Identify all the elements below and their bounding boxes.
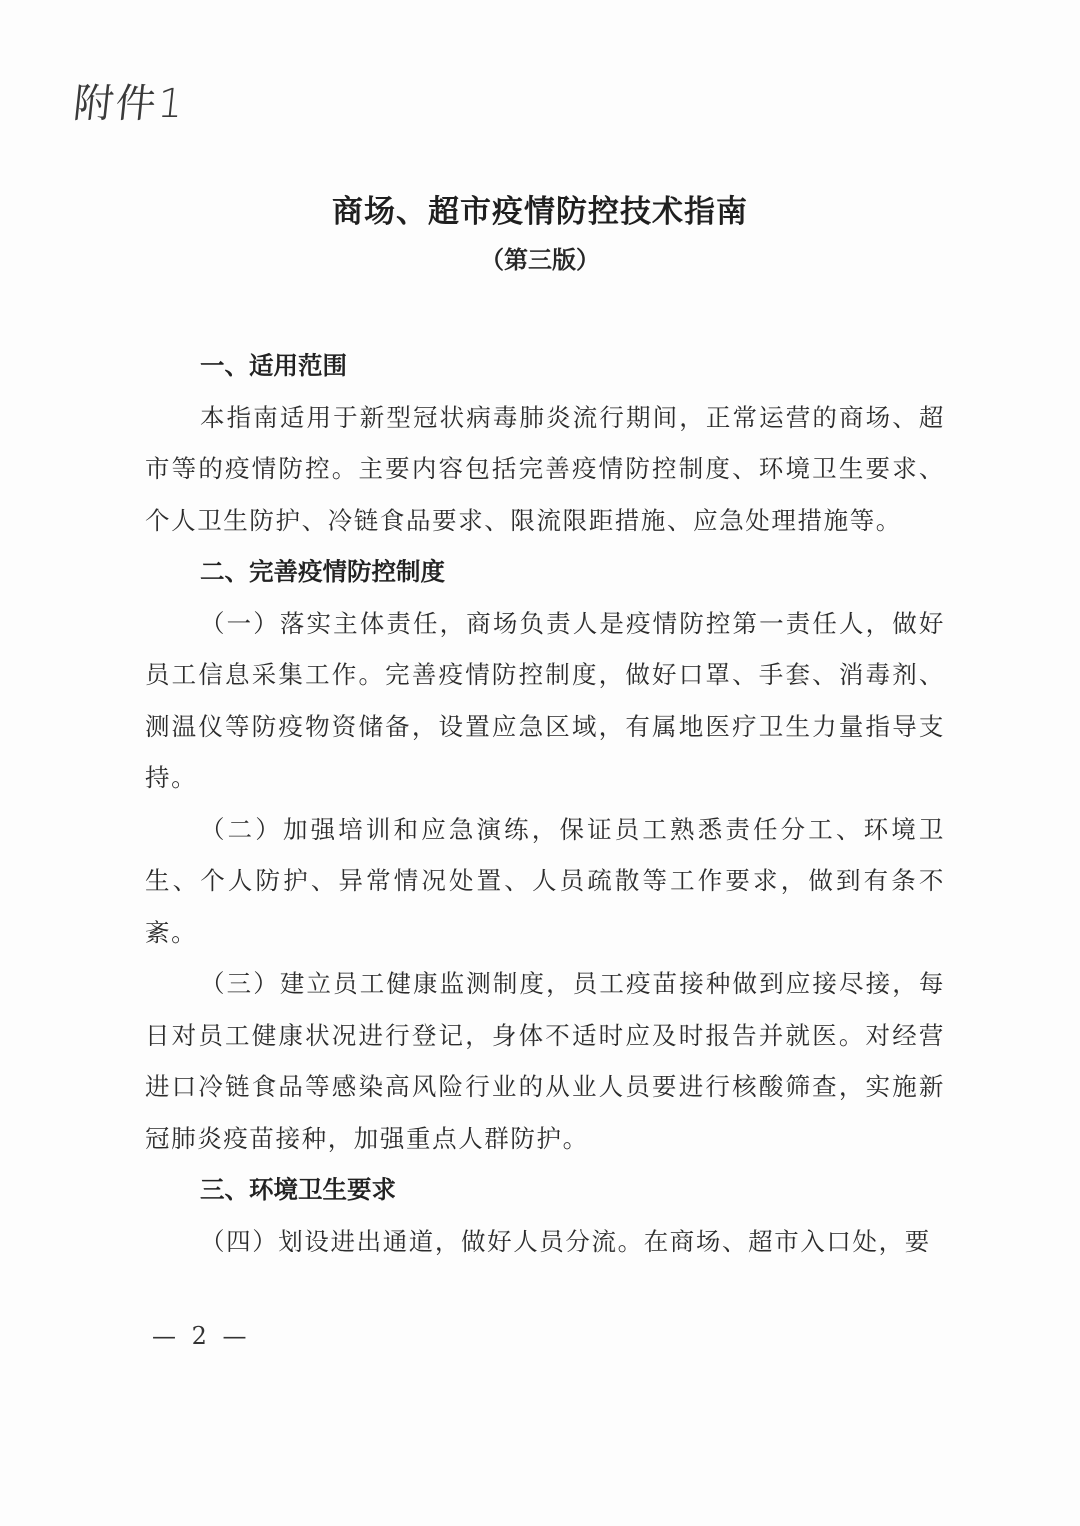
document-body — [145, 340, 945, 1267]
document-subtitle: （第三版） — [480, 246, 600, 274]
section-heading-scope: 一、适用范围 — [200, 351, 347, 380]
paragraph-item-2: （二）加强培训和应急演练，保证员工熟悉责任分工、环境卫生、个人防护、异常情况处置、人员疏散等工作要求，做到有条不紊。 — [145, 814, 945, 947]
section-heading-environment: 三、环境卫生要求 — [200, 1175, 396, 1204]
paragraph-scope: 本指南适用于新型冠状病毒肺炎流行期间，正常运营的商场、超市等的疫情防控。主要内容包括完善疫情防控制度、环境卫生要求、个人卫生防护、冷链食品要求、限流限距措施、应急处理措施等。 — [145, 402, 945, 535]
section-heading-system: 二、完善疫情防控制度 — [200, 557, 445, 586]
page-number: — 2 — — [152, 1322, 251, 1350]
paragraph-item-3: （三）建立员工健康监测制度，员工疫苗接种做到应接尽接，每日对员工健康状况进行登记，身体不适时应及时报告并就医。对经营进口冷链食品等感染高风险行业的从业人员要进行核酸筛查，实施新冠肺炎疫苗接种，加强重点人群防护。 — [145, 969, 945, 1153]
paragraph-item-4: （四）划设进出通道，做好人员分流。在商场、超市入口处，要 — [200, 1226, 931, 1256]
paragraph-item-1: （一）落实主体责任，商场负责人是疫情防控第一责任人，做好员工信息采集工作。完善疫情防控制度，做好口罩、手套、消毒剂、测温仪等防疫物资储备，设置应急区域，有属地医疗卫生力量指导支持。 — [145, 608, 945, 792]
handwritten-annotation: 附件1 — [71, 81, 188, 127]
document-title: 商场、超市疫情防控技术指南 — [332, 194, 748, 230]
